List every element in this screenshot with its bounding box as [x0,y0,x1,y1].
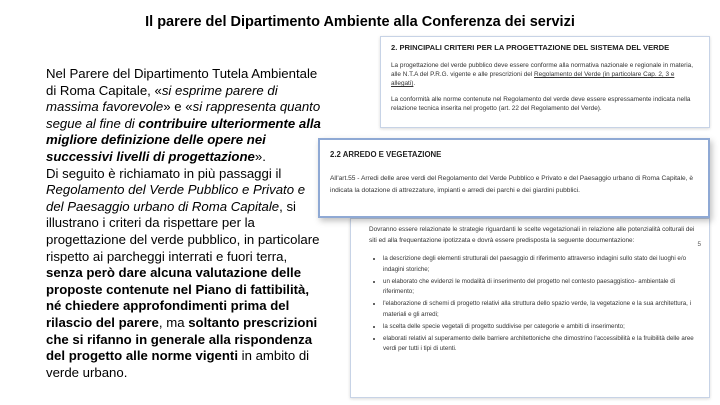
list-item: • l'elaborazione di schemi di progetto relativi alla struttura dello spazio verde, la vegetazione e la sua architettura, i materiali e gli arredi; [383,299,695,321]
arredo-paragraph: All'art.55 - Arredi delle aree verdi del Regolamento del Verde Pubblico e Privato e del Paesaggio urbano di Roma Capitale, è indicata la dotazione di attrezzature, impianti e arredi dei parchi e dei giardini pubblici. [330,175,694,194]
page-number: 5 [697,241,701,248]
text-run: si esprime parere di massima favorevole [46,82,278,115]
text-run: soltanto prescrizioni che si rifanno in generale alla rispondenza del progetto alle norme vigenti [46,314,318,364]
document-excerpt-criteria [380,36,710,128]
text-run: » e « [163,99,193,115]
text-run: si rappresenta quanto segue al fine di [46,99,321,131]
criteria-paragraph-2: La conformità alle norme contenute nel Regolamento del verde deve essere espressamente indicata nella relazione tecnica inserita nel progetto (art. 22 del Regolamento del Verde). [391,96,691,112]
text-run: Regolamento del Verde Pubblico e Privato e del Paesaggio urbano di Roma Capitale [46,182,306,214]
text-run: Di seguito è richiamato in più passaggi il [46,165,282,181]
left-text-block [46,66,324,381]
criteria-para1-text: La progettazione del verde pubblico deve essere conforme alla normativa nazionale e regionale in materia, alle N.T.A del P.R.G. vigente e alle prescrizioni del [391,62,693,78]
list-item: • la descrizione degli elementi strutturali del paesaggio di riferimento attraverso indagini sullo stato dei luoghi e/o indagini storiche; [383,254,695,276]
document-excerpt-arredo [318,138,710,218]
text-run: , ma [158,314,189,330]
criteria-paragraph-1 [391,61,699,88]
list-item: • elaborati relativi al superamento delle barriere architettoniche che dimostrino l'accessibilità e la fruibilità delle aree verdi per tutti i tipi di utenti. [383,334,695,356]
text-run: ». [254,148,266,164]
list-item: • la scelta delle specie vegetali di progetto suddivise per categorie e ambiti di inserimento; [383,322,695,333]
left-paragraph-1 [46,66,324,166]
list-item: • un elaborato che evidenzi le modalità di inserimento del progetto nel contesto paesaggistico- ambientale di riferimento; [383,277,695,299]
criteria-para1-end: . [413,80,416,87]
text-run: in ambito di verde urbano. [46,348,310,380]
text-run: , si illustrano i criteri da rispettare per la progettazione del verde pubblico, in particolare rispetto ai parcheggi interrati e fuori terra, [46,198,320,264]
left-paragraph-2 [46,166,324,382]
documentazione-list [369,254,695,355]
documentazione-intro: Dovranno essere relazionate le strategie riguardanti le scelte vegetazionali in relazione alle potenzialità colturali dei siti ed alla frequentazione ipotizzata e dovrà essere predisposta la seguente documentazione: [369,226,695,244]
text-run: contribuire ulteriormente alla migliore definizione delle opere nei successivi livelli di progettazione [46,115,321,164]
slide-title: Il parere del Dipartimento Ambiente alla Conferenza dei servizi [145,14,575,30]
arredo-heading: 2.2 ARREDO E VEGETAZIONE [330,150,442,159]
text-run: senza però dare alcuna valutazione delle proposte contenute nel Piano di fattibilità, né chiedere approfondimenti prima del rilascio del parere [46,265,310,330]
criteria-heading: 2. PRINCIPALI CRITERI PER LA PROGETTAZIONE DEL SISTEMA DEL VERDE [391,43,670,52]
text-run: Nel Parere del Dipartimento Tutela Ambientale di Roma Capitale, « [46,66,318,98]
document-excerpt-documentazione [350,218,710,398]
regolamento-link: Regolamento del Verde (in particolare Cap. 2, 3 e allegati) [391,71,675,87]
